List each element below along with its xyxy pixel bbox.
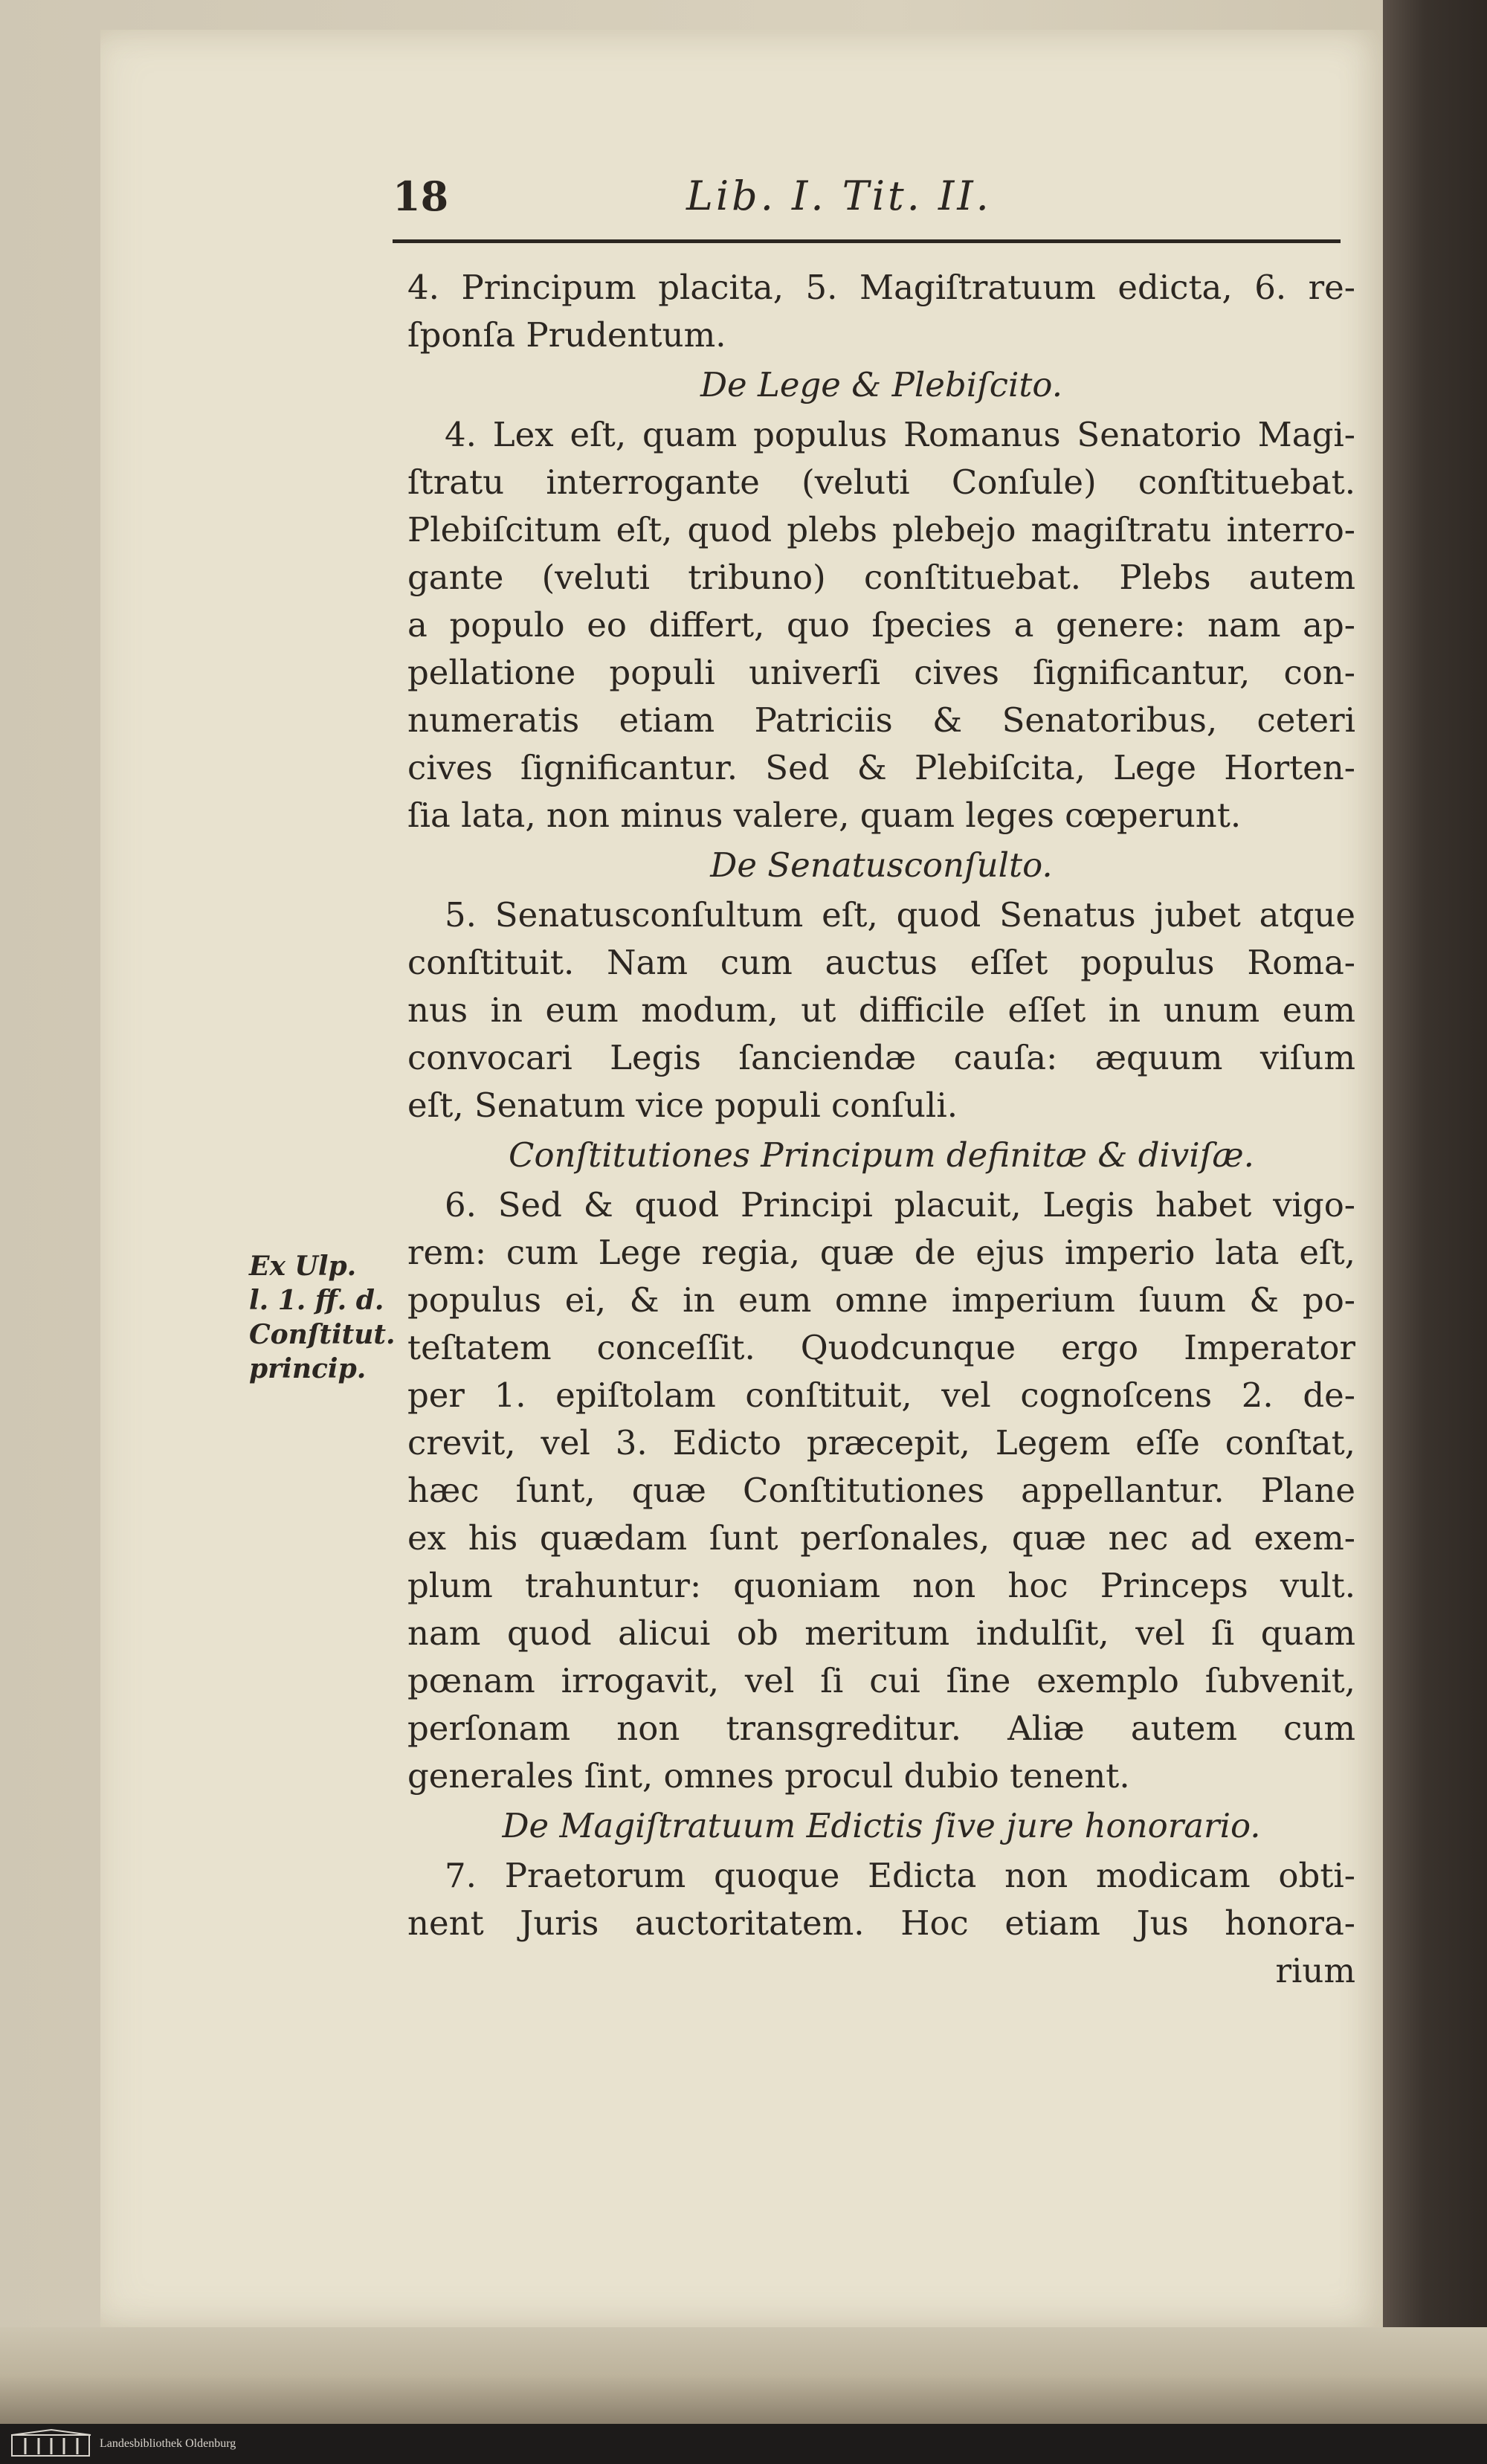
text-line: 5. Senatusconſultum eſt, quod Senatus jubet atque bbox=[445, 895, 1355, 935]
section-heading-lex: De Lege & Plebiſcito. bbox=[700, 365, 1063, 404]
book-spine-edge bbox=[1383, 0, 1487, 2379]
text-line: ex his quædam ſunt perſonales, quæ nec ad exem- bbox=[407, 1518, 1355, 1558]
text-line: pellatione populi univerſi cives ſignificantur, con- bbox=[407, 653, 1355, 692]
text-line: conſtituit. Nam cum auctus eſſet populus Roma- bbox=[407, 943, 1355, 982]
text-line: Plebiſcitum eſt, quod plebs plebejo magiſtratu interro- bbox=[407, 510, 1355, 549]
text-line: crevit, vel 3. Edicto præcepit, Legem eſſe conſtat, bbox=[407, 1423, 1355, 1462]
footer-text: Landesbibliothek Oldenburg bbox=[100, 2437, 236, 2450]
text-line: ſtratu interrogante (veluti Conſule) conſtituebat. bbox=[407, 462, 1355, 502]
text-line: nus in eum modum, ut difficile eſſet in unum eum bbox=[407, 990, 1355, 1030]
text-line: 4. Lex eſt, quam populus Romanus Senatorio Magi- bbox=[445, 415, 1355, 454]
text-line: a populo eo differt, quo ſpecies a genere: nam ap- bbox=[407, 605, 1355, 645]
margin-note-line: Ex Ulp. bbox=[249, 1251, 357, 1282]
text-line: rem: cum Lege regia, quæ de ejus imperio lata eſt, bbox=[407, 1233, 1355, 1272]
text-line: 4. Principum placita, 5. Magiſtratuum edicta, 6. re- bbox=[407, 268, 1355, 307]
text-line: hæc ſunt, quæ Conſtitutiones appellantur. Plane bbox=[407, 1471, 1355, 1510]
margin-note-line: princip. bbox=[249, 1353, 367, 1384]
text-line: convocari Legis ſanciendæ cauſa: æquum viſum bbox=[407, 1038, 1355, 1077]
text-line: eſt, Senatum vice populi conſuli. bbox=[407, 1086, 958, 1125]
library-logo-icon bbox=[10, 2429, 92, 2459]
text-line: gante (veluti tribuno) conſtituebat. Plebs autem bbox=[407, 558, 1355, 597]
main-text bbox=[407, 264, 1355, 1995]
text-line: 7. Praetorum quoque Edicta non modicam obti- bbox=[445, 1856, 1355, 1895]
text-line: nam quod alicui ob meritum indulſit, vel ſi quam bbox=[407, 1613, 1355, 1653]
text-line: ſia lata, non minus valere, quam leges cœperunt. bbox=[407, 796, 1242, 835]
header-rule bbox=[393, 239, 1341, 243]
text-line: ſponſa Prudentum. bbox=[407, 315, 726, 355]
text-line: populus ei, & in eum omne imperium ſuum & po- bbox=[407, 1280, 1355, 1320]
text-line: pœnam irrogavit, vel ſi cui ſine exemplo ſubvenit, bbox=[407, 1661, 1355, 1700]
text-line: cives ſignificantur. Sed & Plebiſcita, Lege Horten- bbox=[407, 748, 1355, 787]
page-bottom-edge bbox=[0, 2327, 1487, 2424]
margin-note-line: Conſtitut. bbox=[249, 1319, 396, 1350]
catchword: rium bbox=[1275, 1951, 1355, 1990]
text-line: plum trahuntur: quoniam non hoc Princeps vult. bbox=[407, 1566, 1355, 1605]
text-line: per 1. epiſtolam conſtituit, vel cognoſcens 2. de- bbox=[407, 1375, 1355, 1415]
text-line: 6. Sed & quod Principi placuit, Legis habet vigo- bbox=[445, 1185, 1355, 1225]
text-line: perſonam non transgreditur. Aliæ autem cum bbox=[407, 1709, 1355, 1748]
margin-note bbox=[249, 1249, 405, 1386]
section-heading-constitutiones: Conſtitutiones Principum definitæ & diviſæ. bbox=[509, 1135, 1254, 1175]
section-heading-edicta: De Magiſtratuum Edictis ſive jure honorario. bbox=[502, 1806, 1261, 1845]
page-header bbox=[393, 172, 1341, 225]
running-head: Lib. I. Tit. II. bbox=[686, 172, 992, 219]
text-line: teſtatem conceſſit. Quodcunque ergo Imperator bbox=[407, 1328, 1355, 1367]
margin-note-line: l. 1. ff. d. bbox=[249, 1285, 384, 1316]
text-line: generales ſint, omnes procul dubio tenent. bbox=[407, 1756, 1130, 1796]
text-line: nent Juris auctoritatem. Hoc etiam Jus honora- bbox=[407, 1903, 1355, 1943]
page-number: 18 bbox=[393, 172, 449, 220]
section-heading-senatusconsultum: De Senatusconſulto. bbox=[710, 845, 1053, 885]
text-line: numeratis etiam Patriciis & Senatoribus, ceteri bbox=[407, 700, 1355, 740]
footer-bar bbox=[0, 2424, 1487, 2464]
